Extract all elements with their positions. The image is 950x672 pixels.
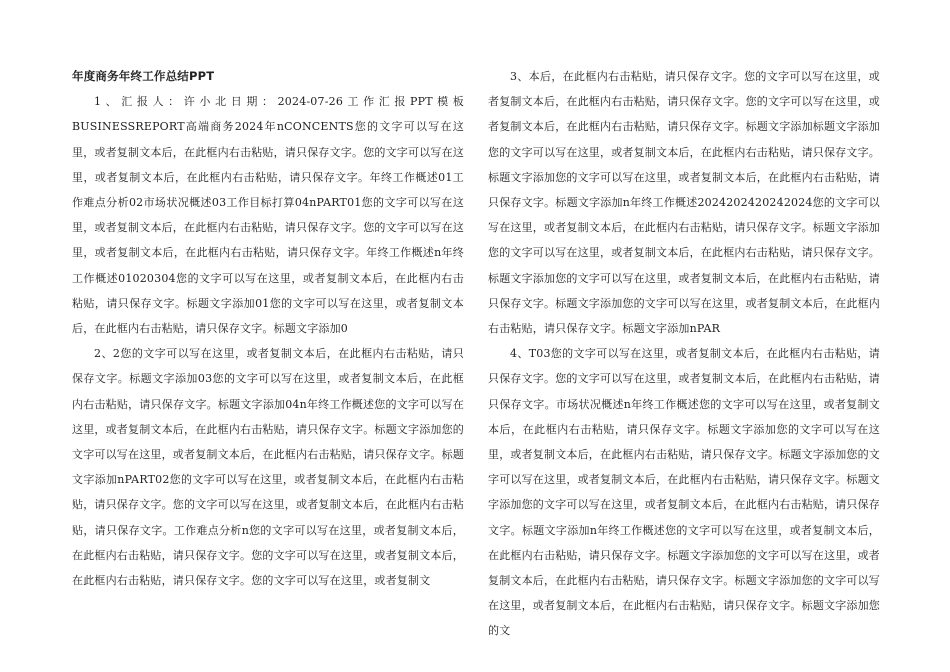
left-column	[72, 64, 464, 593]
paragraph-4: 4、T03您的文字可以写在这里，或者复制文本后，在此框内右击粘贴，请只保存文字。您的文字可以写在这里，或者复制文本后，在此框内右击粘贴，请只保存文字。市场状况概述n年终工作概述您的文字可以写在这里，或者复制文本后，在此框内右击粘贴，请只保存文字。标题文字添加您的文字可以写在这里，或者复制文本后，在此框内右击粘贴，请只保存文字。标题文字添加您的文字可以写在这里，或者复制文本后，在此框内右击粘贴，请只保存文字。标题文字添加您的文字可以写在这里，或者复制文本后，在此框内右击粘贴，请只保存文字。标题文字添加n年终工作概述您的文字可以写在这里，或者复制文本后，在此框内右击粘贴，请只保存文字。标题文字添加您的文字可以写在这里，或者复制文本后，在此框内右击粘贴，请只保存文字。标题文字添加您的文字可以写在这里，或者复制文本后，在此框内右击粘贴，请只保存文字。标题文字添加您的文	[488, 347, 880, 638]
document-title: 年度商务年终工作总结PPT	[72, 69, 215, 83]
right-column	[488, 64, 880, 644]
paragraph-2: 2、2您的文字可以写在这里，或者复制文本后，在此框内右击粘贴，请只保存文字。标题文字添加03您的文字可以写在这里，或者复制文本后，在此框内右击粘贴，请只保存文字。标题文字添加04n年终工作概述您的文字可以写在这里，或者复制文本后，在此框内右击粘贴，请只保存文字。标题文字添加您的文字可以写在这里，或者复制文本后，在此框内右击粘贴，请只保存文字。标题文字添加nPART02您的文字可以写在这里，或者复制文本后，在此框内右击粘贴，请只保存文字。您的文字可以写在这里，或者复制文本后，在此框内右击粘贴，请只保存文字。工作难点分析n您的文字可以写在这里，或者复制文本后，在此框内右击粘贴，请只保存文字。您的文字可以写在这里，或者复制文本后，在此框内右击粘贴，请只保存文字。您的文字可以写在这里，或者复制文	[72, 347, 464, 588]
paragraph-3: 3、本后，在此框内右击粘贴，请只保存文字。您的文字可以写在这里，或者复制文本后，在此框内右击粘贴，请只保存文字。您的文字可以写在这里，或者复制文本后，在此框内右击粘贴，请只保存文字。标题文字添加标题文字添加您的文字可以写在这里，或者复制文本后，在此框内右击粘贴，请只保存文字。标题文字添加您的文字可以写在这里，或者复制文本后，在此框内右击粘贴，请只保存文字。标题文字添加n年终工作概述2024202420242024您的文字可以写在这里，或者复制文本后，在此框内右击粘贴，请只保存文字。标题文字添加您的文字可以写在这里，或者复制文本后，在此框内右击粘贴，请只保存文字。标题文字添加您的文字可以写在这里，或者复制文本后，在此框内右击粘贴，请只保存文字。标题文字添加您的文字可以写在这里，或者复制文本后，在此框内右击粘贴，请只保存文字。标题文字添加nPAR	[488, 70, 880, 336]
paragraph-1: 1、汇报人：许小北日期：2024-07-26工作汇报PPT模板BUSINESSREPORT高端商务2024年nCONCENTS您的文字可以写在这里，或者复制文本后，在此框内右击粘贴，请只保存文字。您的文字可以写在这里，或者复制文本后，在此框内右击粘贴，请只保存文字。年终工作概述01工作难点分析02市场状况概述03工作目标打算04nPART01您的文字可以写在这里，或者复制文本后，在此框内右击粘贴，请只保存文字。您的文字可以写在这里，或者复制文本后，在此框内右击粘贴，请只保存文字。年终工作概述n年终工作概述01020304您的文字可以写在这里，或者复制文本后，在此框内右击粘贴，请只保存文字。标题文字添加01您的文字可以写在这里，或者复制文本后，在此框内右击粘贴，请只保存文字。标题文字添加0	[72, 95, 464, 336]
